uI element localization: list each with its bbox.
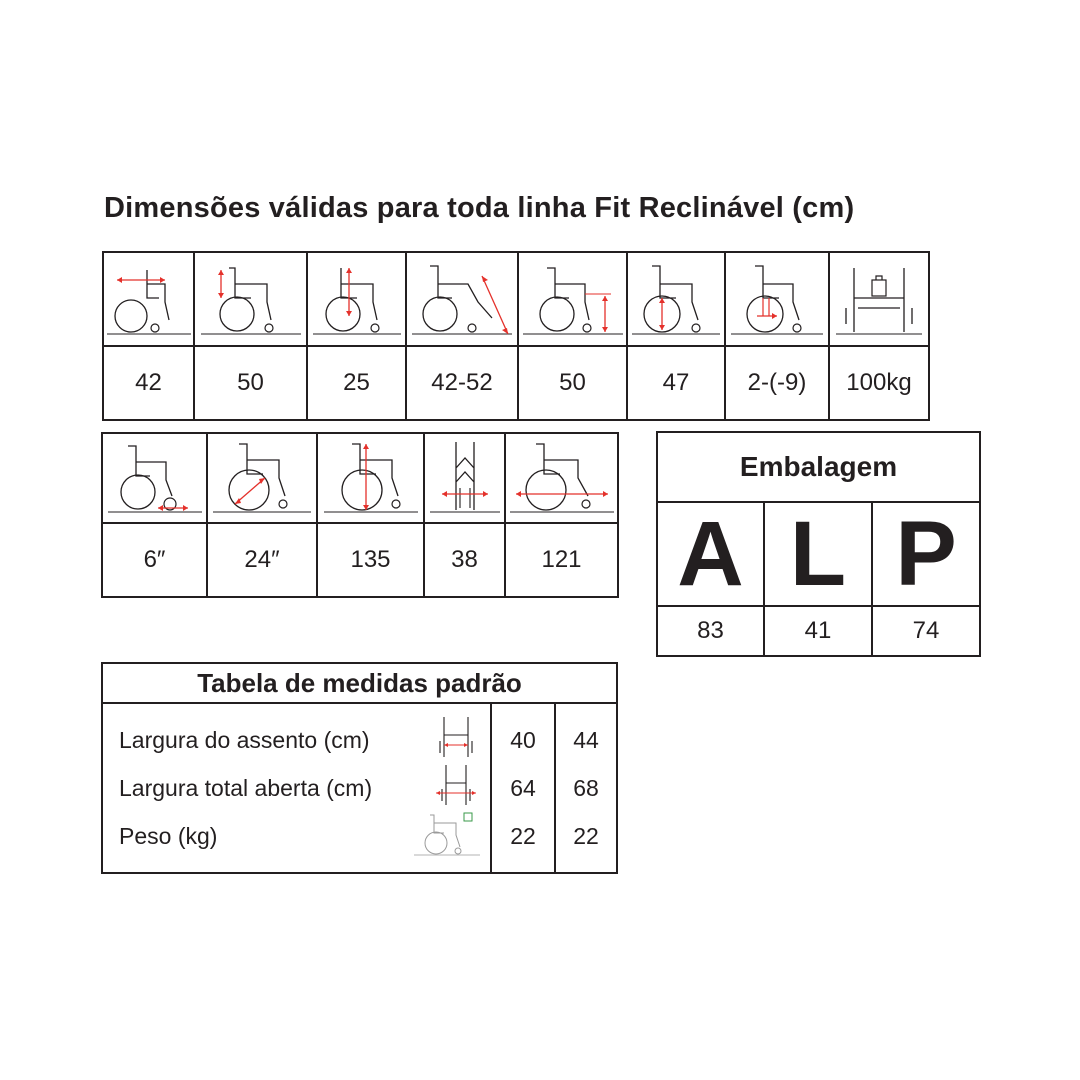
seat-height-icon [194,252,307,346]
seat-width-icon [103,252,194,346]
max-load-icon [829,252,929,346]
seat-width-40: 40 [510,726,536,753]
packaging-table [656,431,981,657]
folded-width-value: 38 [424,523,505,597]
total-height-icon [317,433,424,523]
backrest-height-value: 50 [518,346,627,420]
rear-wheel-size-icon [207,433,317,523]
open-width-68: 68 [573,774,599,801]
row-label: Peso (kg) [119,822,218,849]
total-length-icon [505,433,618,523]
caster-size-icon [102,433,207,523]
caster-size-value: 6″ [102,523,207,597]
seat-width-value: 42 [103,346,194,420]
standard-table-title: Tabela de medidas padrão [102,663,617,703]
wheel-height-icon [627,252,725,346]
standard-row-open-width [119,764,490,812]
standard-values-column-2 [555,703,617,873]
armrest-height-icon [307,252,406,346]
open-width-front-icon [432,763,480,813]
standard-labels-column [102,703,491,873]
seat-height-value: 50 [194,346,307,420]
row-label: Largura total aberta (cm) [119,774,373,801]
packaging-title: Embalagem [657,432,980,502]
legrest-length-value: 42-52 [406,346,518,420]
hub-offset-icon [725,252,829,346]
packaging-width-value: 41 [764,606,872,656]
packaging-depth-value: 74 [872,606,980,656]
wheel-height-value: 47 [627,346,725,420]
backrest-height-icon [518,252,627,346]
weight-22-b: 22 [573,822,599,849]
packaging-height-value: 83 [657,606,764,656]
total-height-value: 135 [317,523,424,597]
packaging-letter-p: P [872,502,980,606]
standard-values-column-1 [491,703,555,873]
standard-row-seat-width [119,716,490,764]
weight-22-a: 22 [510,822,536,849]
page-title: Dimensões válidas para toda linha Fit Reclinável (cm) [104,192,855,224]
standard-row-weight [119,812,490,860]
row-label: Largura do assento (cm) [119,726,370,753]
standard-measures-table [101,662,618,874]
seat-width-front-icon [432,715,480,765]
open-width-64: 64 [510,774,536,801]
dimensions-table-1 [102,251,930,421]
rear-wheel-size-value: 24″ [207,523,317,597]
folded-width-icon [424,433,505,523]
total-length-value: 121 [505,523,618,597]
seat-width-44: 44 [573,726,599,753]
armrest-height-value: 25 [307,346,406,420]
packaging-letter-l: L [764,502,872,606]
legrest-length-icon [406,252,518,346]
packaging-letter-a: A [657,502,764,606]
weight-icon [414,809,480,863]
max-load-value: 100kg [829,346,929,420]
dimensions-table-2 [101,432,619,598]
hub-offset-value: 2-(-9) [725,346,829,420]
